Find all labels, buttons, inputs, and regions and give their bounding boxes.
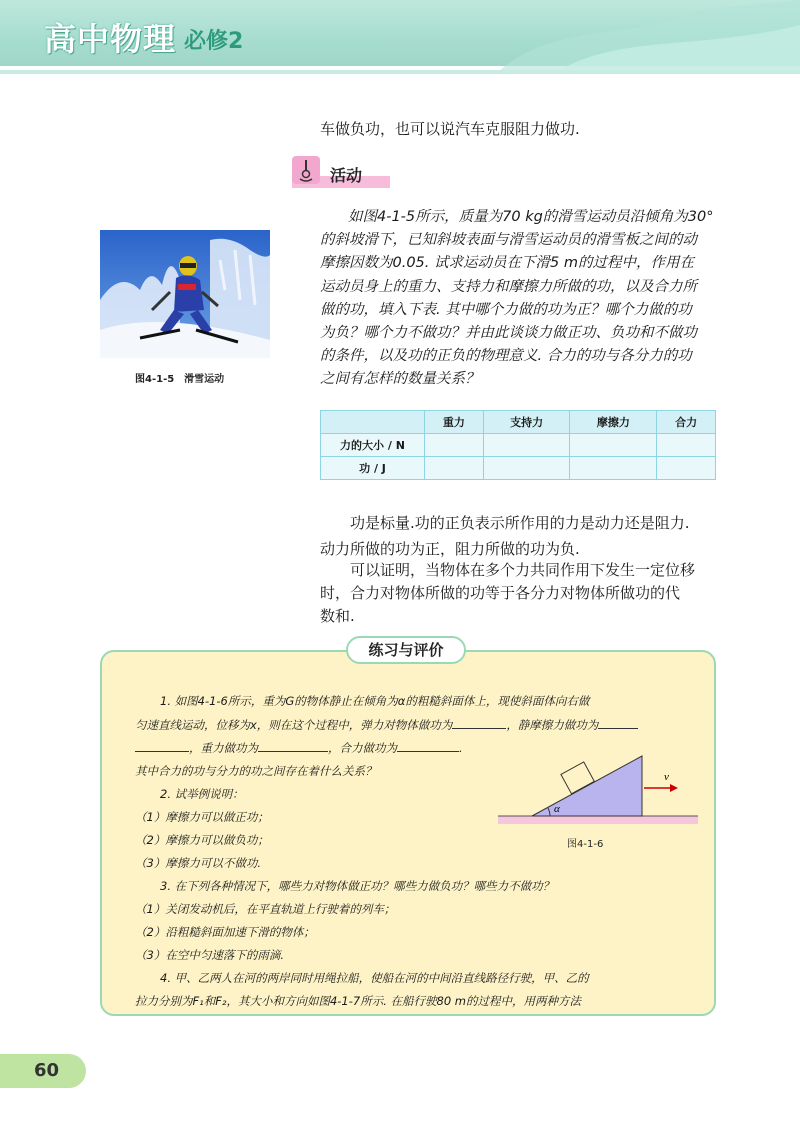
incline-figure [498, 748, 698, 830]
angle-label: α [554, 803, 560, 815]
table-row [321, 434, 716, 457]
activity-text [320, 206, 720, 392]
ground-strip [498, 816, 698, 824]
question-4-line: 4. 甲、乙两人在河的两岸同时用绳拉船，使船在河的中间沿直线路径行驶，甲、乙的 [160, 971, 589, 985]
activity-line: 为负？哪个力不做功？并由此谈谈力做正功、负功和不做功 [320, 325, 697, 342]
table-cell[interactable] [483, 434, 570, 457]
question-3: 3. 在下列各种情况下，哪些力对物体做正功？哪些力做负功？哪些力不做功？ [160, 879, 555, 893]
table-cell[interactable] [657, 457, 716, 480]
velocity-arrowhead [670, 784, 678, 792]
question-text: ，合力做功为 [328, 741, 397, 755]
table-row [321, 457, 716, 480]
body-paragraph-line: 时，合力对物体所做的功等于各分力对物体所做功的代 [320, 584, 681, 602]
table-cell[interactable] [657, 434, 716, 457]
question-3-item: （2）沿粗糙斜面加速下滑的物体； [135, 925, 315, 939]
table-header-cell: 重力 [425, 411, 484, 434]
question-2: 2. 试举例说明： [160, 787, 244, 801]
table-cell[interactable] [483, 457, 570, 480]
activity-line: 的斜坡滑下，已知斜坡表面与滑雪运动员的滑雪板之间的动 [320, 232, 697, 249]
figure-415-caption: 图4-1-5 滑雪运动 [135, 374, 225, 385]
question-text: ，重力做功为 [189, 741, 258, 755]
question-4-line: 拉力分别为F₁和F₂，其大小和方向如图4-1-7所示. 在船行驶80 m的过程中，用两种方法 [135, 994, 581, 1008]
answer-blank[interactable] [258, 740, 328, 752]
question-1-line: 1. 如图4-1-6所示，重为G的物体静止在倾角为α的粗糙斜面体上，现使斜面体向右做 [160, 694, 590, 708]
question-1-line [135, 714, 638, 736]
body-paragraph-line: 可以证明，当物体在多个力共同作用下发生一定位移 [350, 561, 696, 579]
question-1-line: 其中合力的功与分力的功之间存在着什么关系？ [135, 764, 377, 778]
table-row-label: 力的大小 / N [321, 434, 425, 457]
hand-pointer-icon [292, 156, 320, 184]
question-2-item: （2）摩擦力可以做负功； [135, 833, 269, 847]
activity-line: 的条件，以及功的正负的物理意义. 合力的功与各分力的功 [320, 348, 692, 365]
question-text: ，静摩擦力做功为 [506, 718, 599, 732]
table-header-cell: 摩擦力 [570, 411, 657, 434]
question-2-item: （3）摩擦力可以不做功. [135, 856, 261, 870]
table-header-cell: 合力 [657, 411, 716, 434]
book-subtitle: 必修2 [184, 29, 244, 54]
table-cell[interactable] [425, 434, 484, 457]
force-work-table [320, 410, 716, 480]
table-header-cell [321, 411, 425, 434]
activity-line: 做的功，填入下表. 其中哪个力做的功为正？哪个力做的功 [320, 301, 692, 318]
table-cell[interactable] [570, 457, 657, 480]
table-header-row [321, 411, 716, 434]
activity-line: 摩擦因数为0.05. 试求运动员在下滑5 m的过程中，作用在 [320, 255, 694, 272]
question-2-item: （1）摩擦力可以做正功； [135, 810, 269, 824]
activity-line: 运动员身上的重力、支持力和摩擦力所做的功，以及合力所 [320, 278, 697, 295]
answer-blank[interactable] [135, 740, 189, 752]
body-paragraph-line: 数和. [320, 607, 355, 625]
answer-blank[interactable] [452, 717, 506, 729]
question-1-line [135, 737, 463, 759]
page-number: 60 [34, 1060, 60, 1081]
question-text: . [459, 741, 463, 755]
table-cell[interactable] [570, 434, 657, 457]
body-paragraph-line: 动力所做的功为正，阻力所做的功为负. [320, 540, 580, 558]
question-text: 匀速直线运动，位移为x，则在这个过程中，弹力对物体做功为 [135, 718, 453, 732]
velocity-label: v [664, 771, 669, 783]
activity-icon-box [292, 156, 320, 184]
incline-wedge [532, 756, 642, 816]
table-row-label: 功 / J [321, 457, 425, 480]
answer-blank[interactable] [397, 740, 459, 752]
book-title: 高中物理 [44, 20, 177, 58]
intro-line: 车做负功，也可以说汽车克服阻力做功. [320, 120, 580, 138]
practice-title: 练习与评价 [346, 636, 466, 664]
skier-photo [100, 230, 270, 358]
table-header-cell: 支持力 [483, 411, 570, 434]
activity-heading: 活动 [330, 166, 363, 185]
answer-blank[interactable] [598, 717, 638, 729]
figure-416-caption: 图4-1-6 [567, 839, 604, 850]
activity-line: 之间有怎样的数量关系？ [320, 371, 480, 388]
body-paragraph-line: 功是标量.功的正负表示所作用的力是动力还是阻力. [350, 514, 690, 532]
table-cell[interactable] [425, 457, 484, 480]
question-3-item: （1）关闭发动机后，在平直轨道上行驶着的列车； [135, 902, 396, 916]
question-3-item: （3）在空中匀速落下的雨滴. [135, 948, 284, 962]
header-rule [0, 70, 800, 74]
activity-line: 如图4-1-5所示，质量为70 kg的滑雪运动员沿倾角为30° [348, 209, 714, 225]
